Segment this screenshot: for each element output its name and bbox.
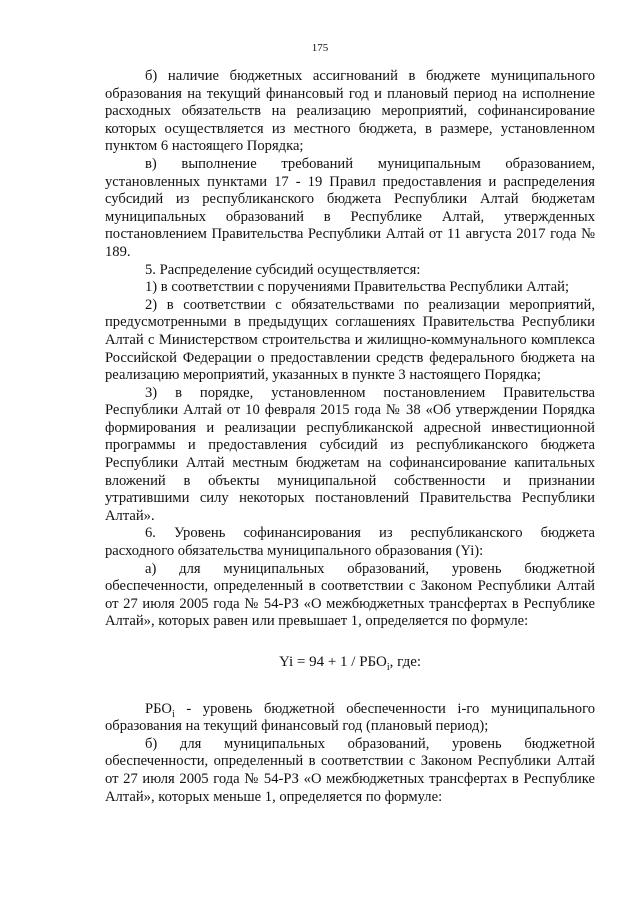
paragraph-item-5-3: 3) в порядке, установленном постановлением Правительства Республики Алтай от 10 февраля 2015 года № 38 «Об утверждении Порядка формирования и реализации республиканской адресной инвестиционной программы и предоставления субсидий из республиканского бюджета Республики Алтай местным бюджетам на софинансирование капитальных вложений в объекты муниципальной собственности и признании утратившими силу некоторых постановлений Правительства Республики Алтай».	[105, 384, 595, 524]
formula-main: Yi = 94 + 1 / РБО	[278, 654, 387, 670]
rbo-text: - уровень бюджетной обеспеченности i-го муниципального образования на текущий финансовый год (плановый период);	[105, 700, 595, 735]
paragraph-item-5-1: 1) в соответствии с поручениями Правительства Республики Алтай;	[145, 279, 569, 296]
paragraph-section-5: 5. Распределение субсидий осуществляется:	[145, 261, 421, 278]
document-body	[105, 68, 595, 806]
paragraph-item-5-2: 2) в соответствии с обязательствами по реализации мероприятий, предусмотренными в предыдущих соглашениях Правительства Республики Алтай с Министерством строительства и жилищно-коммунального комплекса Российской Федерации о предоставлении средств федерального бюджета на реализацию мероприятий, указанных в пункте 3 настоящего Порядка;	[105, 296, 595, 384]
paragraph-section-6: 6. Уровень софинансирования из республиканского бюджета расходного обязательства муниципального образования (Yi):	[105, 525, 595, 560]
formula-subscript: i	[386, 662, 390, 673]
paragraph-item-6-b: б) для муниципальных образований, уровень бюджетной обеспеченности, определенный в соответствии с Законом Республики Алтай от 27 июля 2005 года № 54-РЗ «О межбюджетных трансфертах в Республике Алтай», которых меньше 1, определяется по формуле:	[105, 735, 595, 805]
rbo-term: РБО	[145, 700, 172, 717]
paragraph-item-b: б) наличие бюджетных ассигнований в бюджете муниципального образования на текущий финансовый год и плановый период на исполнение расходных обязательств на реализацию мероприятий, софинансирование которых осуществляется из местного бюджета, в размере, установленном пунктом 6 настоящего Порядка;	[105, 68, 595, 155]
formula	[105, 654, 595, 677]
paragraph-rbo-definition	[105, 701, 595, 736]
page-number: 175	[311, 42, 329, 54]
rbo-subscript: i	[171, 708, 175, 720]
formula-suffix: , где:	[389, 654, 422, 670]
paragraph-item-v: в) выполнение требований муниципальным образованием, установленных пунктами 17 - 19 Правил предоставления и распределения субсидий из республиканского бюджета Республики Алтай бюджетам муниципальных образований в Республике Алтай, утвержденных постановлением Правительства Республики Алтай от 11 августа 2017 года № 189.	[105, 155, 595, 260]
paragraph-item-6-a: а) для муниципальных образований, уровень бюджетной обеспеченности, определенный в соответствии с Законом Республики Алтай от 27 июля 2005 года № 54-РЗ «О межбюджетных трансфертах в Республике Алтай», которых равен или превышает 1, определяется по формуле:	[105, 560, 595, 630]
